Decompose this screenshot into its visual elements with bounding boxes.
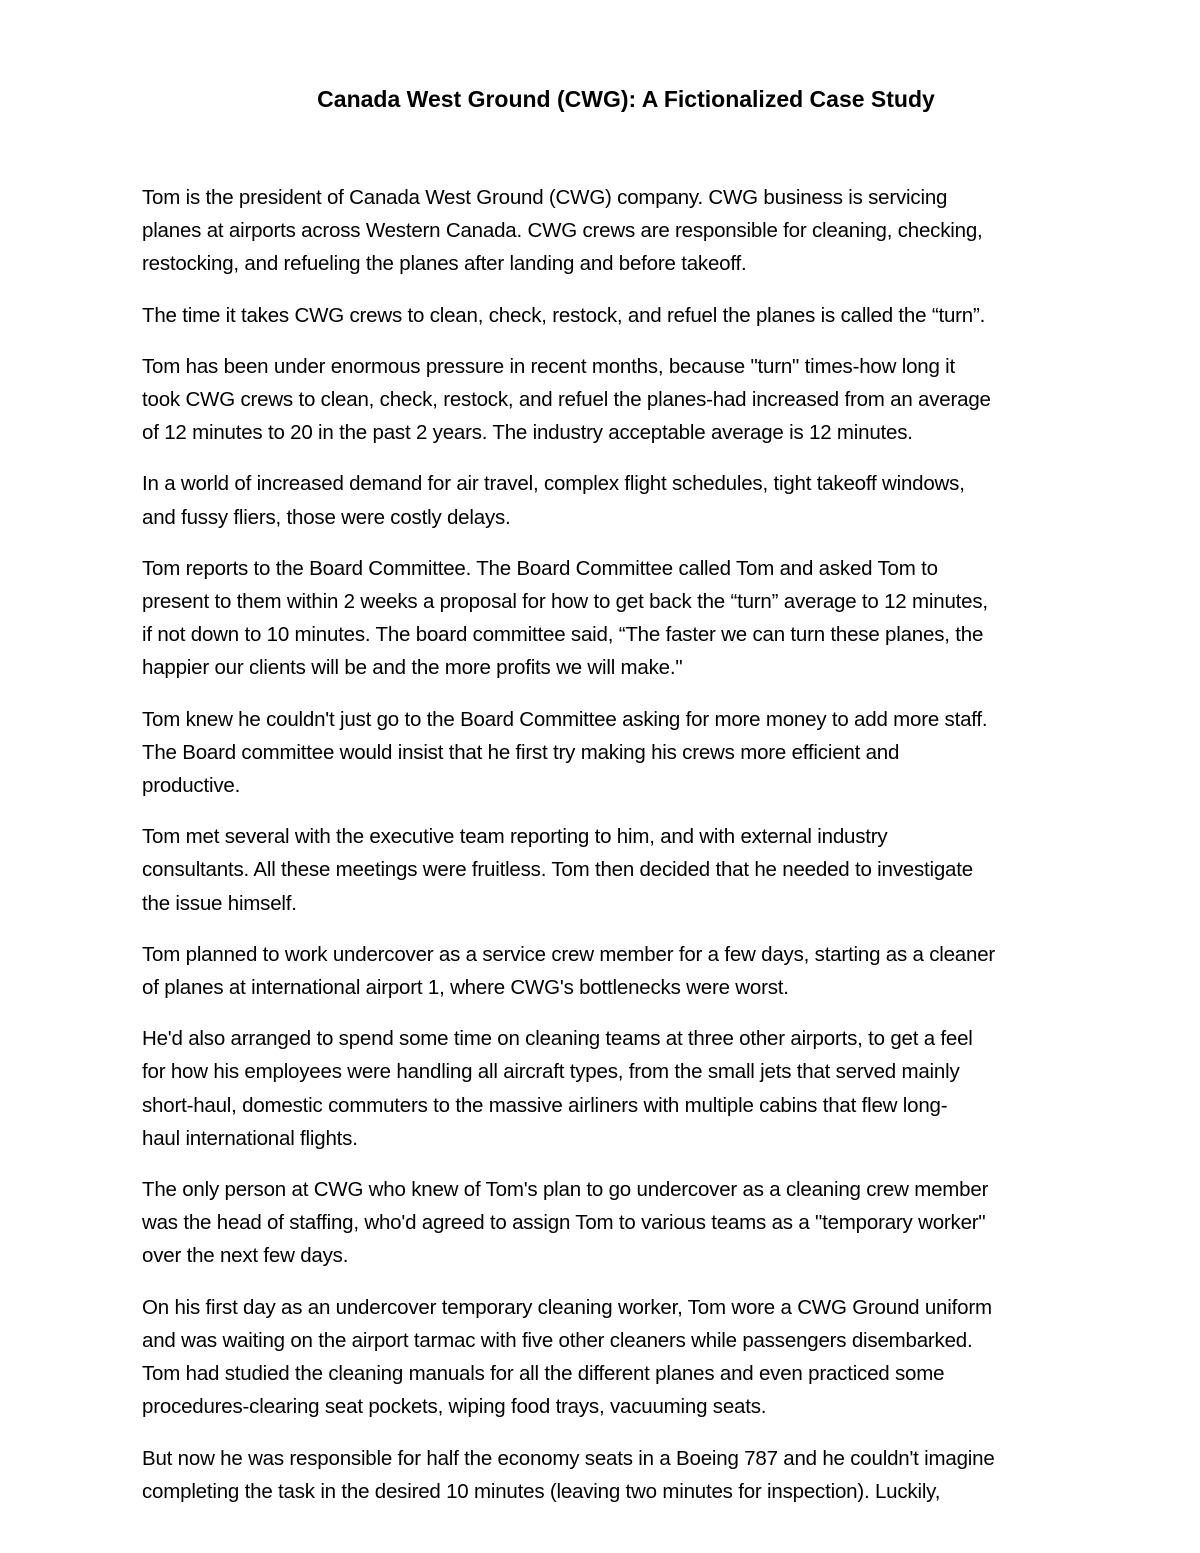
text-line: On his first day as an undercover temporary cleaning worker, Tom wore a CWG Ground uniform — [142, 1295, 992, 1319]
text-line: Tom knew he couldn't just go to the Board Committee asking for more money to add more staff. — [142, 707, 988, 731]
paragraph — [142, 1022, 1110, 1155]
text-line: if not down to 10 minutes. The board committee said, “The faster we can turn these planes, the — [142, 623, 984, 647]
text-line: restocking, and refueling the planes after landing and before takeoff. — [142, 252, 747, 276]
text-line: for how his employees were handling all aircraft types, from the small jets that served mainly — [142, 1060, 960, 1084]
text-line: In a world of increased demand for air travel, complex flight schedules, tight takeoff windows, — [142, 472, 965, 496]
paragraph — [142, 1291, 1110, 1424]
text-line: Tom has been under enormous pressure in recent months, because "turn" times-how long it — [142, 354, 956, 378]
text-line: over the next few days. — [142, 1244, 349, 1268]
document-page — [142, 0, 1110, 1553]
document-title: Canada West Ground (CWG): A Fictionalized Case Study — [317, 86, 935, 112]
text-line: planes at airports across Western Canada. CWG crews are responsible for cleaning, checking, — [142, 219, 983, 243]
paragraph — [142, 820, 1110, 920]
text-line: But now he was responsible for half the economy seats in a Boeing 787 and he couldn't imagine — [142, 1446, 995, 1470]
text-line: present to them within 2 weeks a proposal for how to get back the “turn” average to 12 minutes, — [142, 590, 988, 614]
text-line: of planes at international airport 1, where CWG's bottlenecks were worst. — [142, 976, 789, 1000]
paragraph — [142, 181, 1110, 281]
text-line: completing the task in the desired 10 minutes (leaving two minutes for inspection). Luckily, — [142, 1479, 941, 1503]
text-line: Tom met several with the executive team reporting to him, and with external industry — [142, 825, 888, 849]
text-line: Tom is the president of Canada West Ground (CWG) company. CWG business is servicing — [142, 186, 948, 209]
text-line: took CWG crews to clean, check, restock, and refuel the planes-had increased from an average — [142, 388, 991, 412]
paragraph — [142, 938, 1110, 1004]
paragraph — [142, 299, 1110, 332]
paragraph — [142, 1442, 1110, 1508]
text-line: procedures-clearing seat pockets, wiping food trays, vacuuming seats. — [142, 1395, 767, 1419]
paragraph — [142, 552, 1110, 685]
document-body — [142, 181, 1110, 1526]
text-line: productive. — [142, 774, 241, 798]
text-line: the issue himself. — [142, 891, 297, 915]
paragraph — [142, 703, 1110, 803]
text-line: happier our clients will be and the more profits we will make." — [142, 656, 683, 680]
paragraph — [142, 1173, 1110, 1273]
text-line: Tom planned to work undercover as a service crew member for a few days, starting as a cleaner — [142, 942, 996, 966]
text-line: and fussy fliers, those were costly delays. — [142, 505, 511, 529]
text-line: haul international flights. — [142, 1126, 358, 1150]
text-line: consultants. All these meetings were fruitless. Tom then decided that he needed to investigate — [142, 858, 973, 882]
paragraph — [142, 350, 1110, 450]
text-line: Tom reports to the Board Committee. The Board Committee called Tom and asked Tom to — [142, 556, 938, 580]
text-line: and was waiting on the airport tarmac with five other cleaners while passengers disembarked. — [142, 1328, 973, 1352]
paragraph — [142, 467, 1110, 533]
text-line: short-haul, domestic commuters to the massive airliners with multiple cabins that flew long- — [142, 1093, 948, 1117]
text-line: The time it takes CWG crews to clean, check, restock, and refuel the planes is called the “turn”. — [142, 303, 986, 327]
text-line: The only person at CWG who knew of Tom's plan to go undercover as a cleaning crew member — [142, 1178, 989, 1202]
text-line: The Board committee would insist that he first try making his crews more efficient and — [142, 740, 900, 764]
text-line: He'd also arranged to spend some time on cleaning teams at three other airports, to get a feel — [142, 1027, 973, 1051]
text-line: of 12 minutes to 20 in the past 2 years. The industry acceptable average is 12 minutes. — [142, 421, 913, 445]
text-line: was the head of staffing, who'd agreed to assign Tom to various teams as a "temporary worker" — [142, 1211, 986, 1235]
text-line: Tom had studied the cleaning manuals for all the different planes and even practiced some — [142, 1362, 945, 1386]
